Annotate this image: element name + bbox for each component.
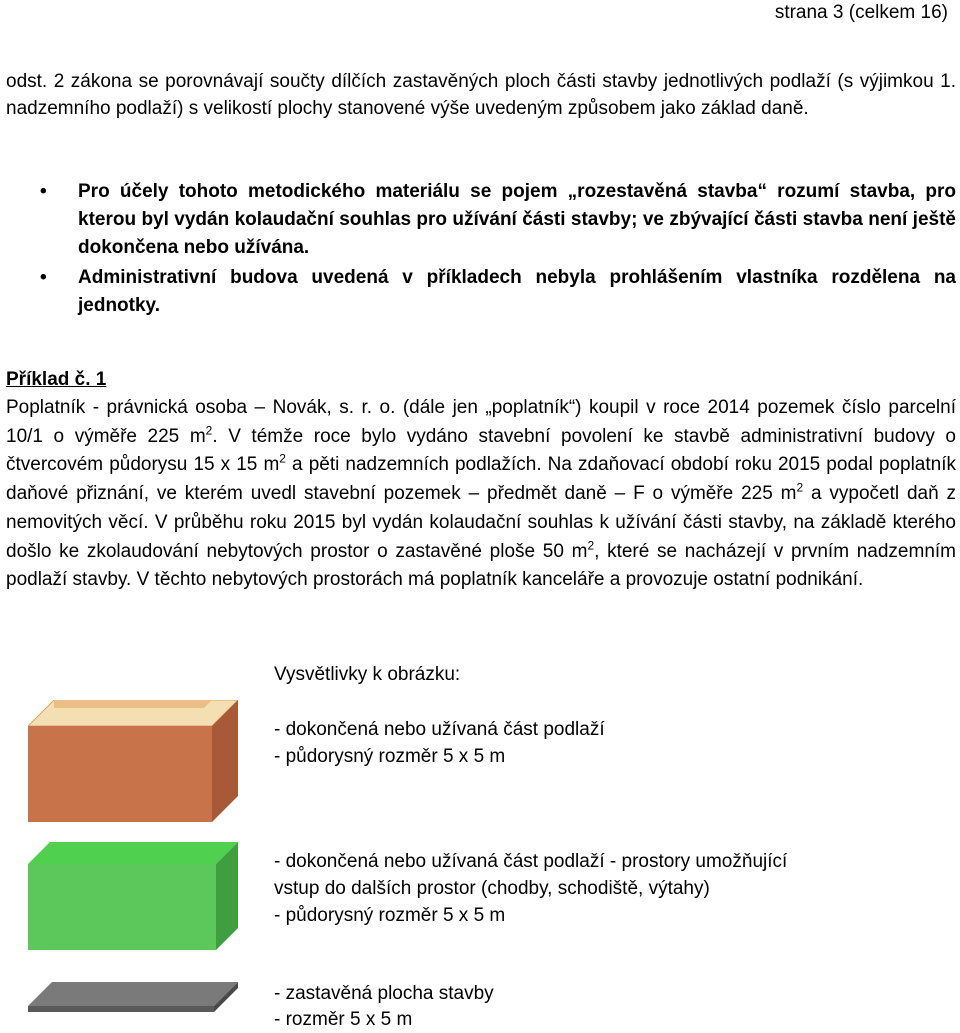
unit-exponent: 2 bbox=[205, 423, 213, 438]
example-text: , které se nacházejí v prvním nadzemním podlaží stavby. V těchto nebytových prostorách má poplatník kanceláře a provozuje ostatní podnikání. bbox=[6, 540, 956, 591]
example-title: Příklad č. 1 bbox=[6, 369, 107, 390]
completed-floor-box-icon bbox=[28, 700, 238, 822]
example-text: . V témže roce bylo vydáno stavební povolení ke stavbě administrativní budovy o čtvercovém půdorysu 15 x 15 m bbox=[6, 425, 956, 476]
example-text: a vypočetl daň z nemovitých věcí. V průběhu roku 2015 byl vydán kolaudační souhlas k užívání části stavby, na základě kterého došlo ke zkolaudování nebytových prostor o zastavěné ploše 50 m bbox=[6, 483, 956, 562]
legend-item-2-line-1: - dokončená nebo užívaná část podlaží - prostory umožňující bbox=[274, 851, 788, 872]
built-up-area-plate-icon bbox=[28, 982, 238, 1016]
note-item bbox=[40, 178, 956, 262]
note-item bbox=[40, 264, 956, 320]
intro-paragraph: odst. 2 zákona se porovnávají součty dílčích zastavěných ploch části stavby jednotlivých podlaží (s výjimkou 1. nadzemního podlaží) s velikostí plochy stanovené výše uvedeným způsobem jako základ daně. bbox=[6, 71, 956, 119]
access-space-box-icon bbox=[28, 842, 238, 950]
unit-exponent: 2 bbox=[279, 452, 286, 467]
unit-exponent: 2 bbox=[796, 480, 804, 495]
legend-item-1-line-1: - dokončená nebo užívaná část podlaží bbox=[274, 719, 605, 740]
page-number: strana 3 (celkem 16) bbox=[774, 2, 948, 23]
legend-item-3-line-1: - zastavěná plocha stavby bbox=[274, 983, 494, 1004]
example-paragraph bbox=[6, 394, 956, 595]
note-list bbox=[40, 178, 956, 322]
unit-exponent: 2 bbox=[587, 538, 595, 553]
example-text: Poplatník - právnická osoba – Novák, s. r. o. (dále jen „poplatník“) koupil v roce 2014 pozemek číslo parcelní 10/1 o výměře 225 m bbox=[6, 397, 956, 447]
legend-item-1-line-2: - půdorysný rozměr 5 x 5 m bbox=[274, 746, 506, 767]
legend-item-2-line-2: vstup do dalších prostor (chodby, schodiště, výtahy) bbox=[274, 878, 710, 899]
legend-item-2-line-3: - půdorysný rozměr 5 x 5 m bbox=[274, 905, 506, 926]
bullet-icon: • bbox=[40, 267, 47, 288]
legend-item-3-line-2: - rozměr 5 x 5 m bbox=[274, 1009, 413, 1030]
legend-title: Vysvětlivky k obrázku: bbox=[274, 664, 461, 685]
example-text: a pěti nadzemních podlažích. Na zdaňovací období roku 2015 podal poplatník daňové přiznání, ve kterém uvedl stavební pozemek – předmět daně – F o výměře 225 m bbox=[6, 454, 956, 505]
bullet-icon: • bbox=[40, 181, 47, 202]
note-text: Administrativní budova uvedená v příkladech nebyla prohlášením vlastníka rozdělena na jednotky. bbox=[78, 267, 956, 316]
note-text: Pro účely tohoto metodického materiálu se pojem „rozestavěná stavba“ rozumí stavba, pro kterou byl vydán kolaudační souhlas pro užívání části stavby; ve zbývající části stavba není ještě dokončena nebo užívána. bbox=[78, 181, 956, 258]
